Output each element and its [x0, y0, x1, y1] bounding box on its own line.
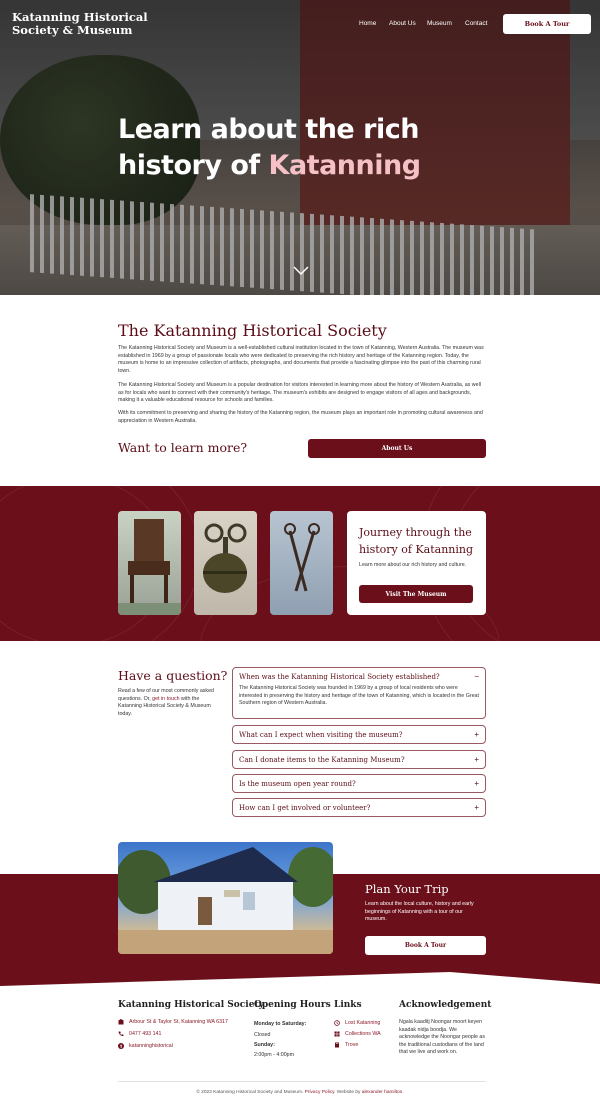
hours-day-label: Sunday: — [254, 1042, 275, 1048]
building-icon — [118, 1019, 124, 1025]
link-collections-wa[interactable]: Collections WA — [334, 1031, 381, 1037]
footer-links-title: Links — [334, 1000, 362, 1010]
hours-day-label: Monday to Saturday: — [254, 1021, 307, 1027]
faq-item[interactable] — [232, 750, 486, 769]
plus-icon[interactable]: + — [474, 803, 479, 812]
acknowledgement-text: Ngala kaaditj Noongar moort keyen kaadak nidja boodja. We acknowledge the Noongar people as the traditional custodians of the land that we live and work on. — [399, 1019, 485, 1055]
book-tour-button[interactable]: Book A Tour — [503, 14, 591, 34]
facebook-link[interactable]: katanninghistorical — [118, 1043, 173, 1049]
faq-question: Can I donate items to the Katanning Museum? — [239, 756, 405, 764]
nav-museum[interactable]: Museum — [427, 20, 452, 27]
faq-answer: The Katanning Historical Society was founded in 1969 by a group of local residents who were interested in preserving the history and heritage of the town of Katanning, which is located in the Great Southern region of Western Australia. — [239, 685, 479, 706]
book-tour-button-plan[interactable]: Book A Tour — [365, 936, 486, 955]
link-lost-katanning[interactable]: Lost Katanning — [334, 1020, 380, 1026]
copyright: © 2023 Katanning Historical Society and Museum. Privacy Policy. Website by alexander hamilton. — [196, 1090, 404, 1095]
about-title: The Katanning Historical Society — [118, 321, 387, 340]
museum-text: Learn more about our rich history and culture. — [359, 562, 467, 568]
plan-title: Plan Your Trip — [365, 882, 449, 896]
faq-item[interactable] — [232, 667, 486, 719]
plus-icon[interactable]: + — [474, 730, 479, 739]
collection-icon — [334, 1031, 340, 1037]
get-in-touch-link[interactable]: get in touch — [152, 695, 180, 702]
museum-title: Journey through the history of Katanning — [359, 526, 474, 556]
museum-building-photo — [118, 842, 333, 954]
book-icon — [334, 1042, 340, 1048]
minus-icon[interactable]: − — [474, 672, 479, 681]
phone-link[interactable]: 0477 493 141 — [118, 1031, 161, 1037]
visit-museum-button[interactable]: Visit The Museum — [359, 585, 473, 603]
hero-title: Learn about the rich history of Katanning — [118, 114, 421, 181]
address-link[interactable]: Arbour St & Taylor St, Katanning WA 6317 — [118, 1019, 228, 1025]
about-us-button[interactable]: About Us — [308, 439, 486, 458]
learn-more-heading: Want to learn more? — [118, 440, 248, 455]
privacy-policy-link[interactable]: Privacy Policy — [304, 1090, 335, 1095]
site-title[interactable]: Katanning Historical Society & Museum — [12, 10, 148, 37]
chair-photo — [118, 511, 181, 615]
author-link[interactable]: alexander hamilton — [361, 1090, 403, 1095]
about-paragraph: The Katanning Historical Society and Museum is a popular destination for visitors interested in learning more about the history of Western Australia, as well as for locals who want to connect with their community's heritage. The museum's exhibits are designed to engage visitors of all ages and backgrounds, making it a valuable educational resource for schools and families. — [118, 382, 481, 403]
footer-hours-title: Opening Hours — [254, 1000, 331, 1010]
faq-title: Have a question? — [118, 668, 228, 683]
faq-question: What can I expect when visiting the museum? — [239, 731, 403, 739]
faq-question: When was the Katanning Historical Society established? — [239, 673, 440, 681]
plan-text: Learn about the local culture, history and early beginnings of Katanning with a tour of our museum. — [365, 901, 474, 922]
bell-photo — [194, 511, 257, 615]
tongs-photo — [270, 511, 333, 615]
faq-question: Is the museum open year round? — [239, 780, 356, 788]
phone-icon — [118, 1031, 124, 1037]
plus-icon[interactable]: + — [474, 755, 479, 764]
nav-home[interactable]: Home — [359, 20, 377, 27]
link-trove[interactable]: Trove — [334, 1042, 358, 1048]
nav-about-us[interactable]: About Us — [389, 20, 416, 27]
chevron-down-icon[interactable] — [293, 266, 309, 276]
history-icon — [334, 1020, 340, 1026]
faq-item[interactable] — [232, 725, 486, 744]
faq-item[interactable] — [232, 798, 486, 817]
plus-icon[interactable]: + — [474, 779, 479, 788]
hours-value: 2:00pm - 4:00pm — [254, 1052, 295, 1058]
nav-contact[interactable]: Contact — [465, 20, 488, 27]
hours-value: Closed — [254, 1032, 271, 1038]
facebook-icon — [118, 1043, 124, 1049]
faq-question: How can I get involved or volunteer? — [239, 804, 371, 812]
footer-society-title: Katanning Historical Society — [118, 1000, 264, 1010]
faq-item[interactable] — [232, 774, 486, 793]
about-paragraph: With its commitment to preserving and sharing the history of the Katanning region, the museum plays an important role in promoting cultural awareness and appreciation in Western Australia. — [118, 410, 483, 424]
footer-ack-title: Acknowledgement — [399, 1000, 492, 1010]
faq-intro: Read a few of our most commonly asked questions. Or, get in touch with the Katanning Historical Society & Museum today. — [118, 688, 214, 717]
about-paragraph: The Katanning Historical Society and Museum is a well-established cultural institution located in the town of Katanning, Western Australia. The museum was established in 1969 by a group of passionate locals who were dedicated to preserving the rich history and heritage of the Katanning region. Today, the museum is home to an impressive collection of artifacts, photographs, and documents that provide a fascinating glimpse into the past of this charming rural town. — [118, 345, 484, 374]
footer-divider — [118, 1081, 486, 1082]
